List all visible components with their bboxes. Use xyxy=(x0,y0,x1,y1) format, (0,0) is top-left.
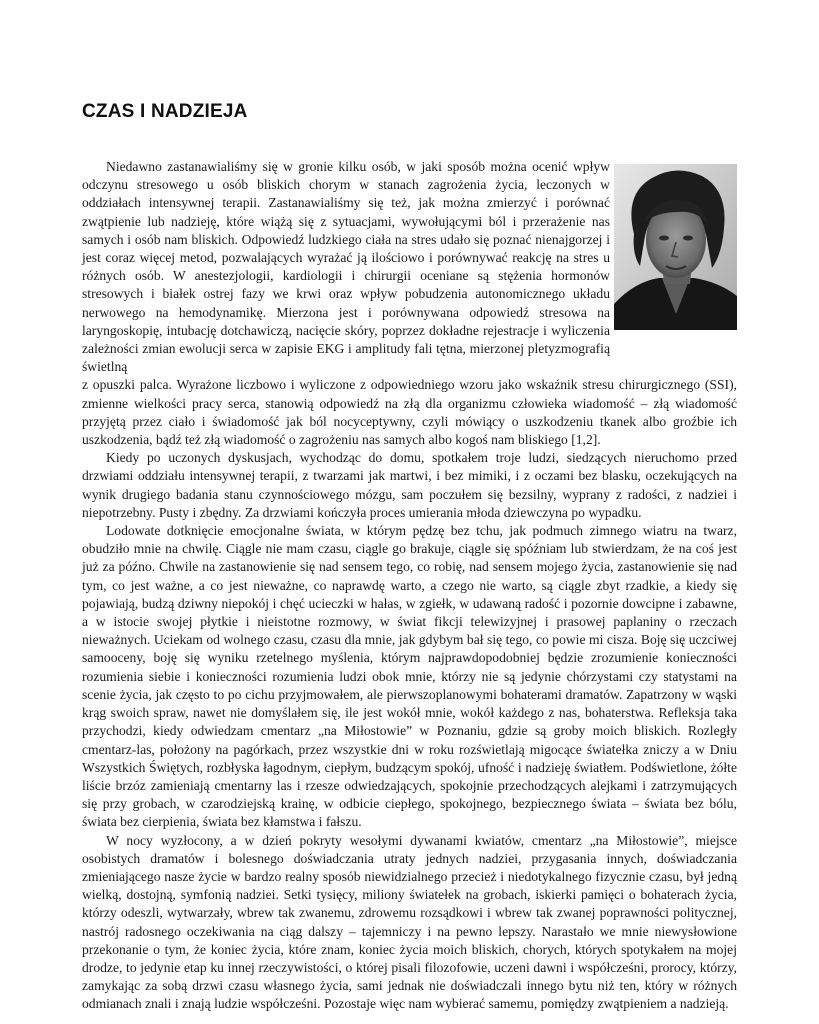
paragraph-4: W nocy wyzłocony, a w dzień pokryty wesołymi dywanami kwiatów, cmentarz „na Miłostowie”, miejsce osobistych dramatów i bolesnego doświadczania utraty jednych nadziei, przygasania innych, doświadczania zmieniającego nasze życie w bardzo realny sposób niewidzialnego przecież i niedotykalnego fizycznie czasu, był jedną wielką, dostojną, symfonią nadziei. Setki tysięcy, miliony światełek na grobach, iskierki pamięci o bohaterach życia, którzy odeszli, wytwarzały, wbrew tak zwanemu, zdrowemu rozsądkowi i wbrew tak zwanej poprawności politycznej, nastrój radosnego oczekiwania na ciąg dalszy – tajemniczy i na pewno lepszy. Narastało we mnie niewysłowione przekonanie o tym, że koniec życia, które znam, koniec życia moich bliskich, chorych, których spotykałem na mojej drodze, to jedynie etap ku innej rzeczywistości, o której pisali filozofowie, uczeni dawni i współcześni, prorocy, którzy, zamykając za sobą drzwi czasu własnego życia, sami jednak nie doświadczali innego bytu niż ten, który w różnych odmianach znali i znają ludzie współcześni. Pozostaje więc nam wybierać samemu, pomiędzy zwątpieniem a nadzieją. xyxy=(82,832,737,1012)
article-body xyxy=(82,158,737,1014)
paragraph-1a: Niedawno zastanawialiśmy się w gronie kilku osób, w jaki sposób można ocenić wpływ odczynu stresowego u osób bliskich chorym w stanach zagrożenia życia, leczonych w oddziałach intensywnej terapii. Zastanawialiśmy się też, jak można zmierzyć i porównać zwątpienie lub nadzieję, które wiążą się z sytuacjami, wywołującymi ból i przerażenie nas samych i osób nam bliskich. Odpowiedź ludzkiego ciała na stres udało się poznać nienajgorzej i jest coraz więcej metod, pozwalających wyrażać ją ilościowo i porównywać reakcję na stres u różnych osób. W anestezjologii, kardiologii i chirurgii oceniane są stężenia hormonów stresowych i białek ostrej fazy we krwi oraz wpływ pobudzenia autonomicznego układu nerwowego na hemodynamikę. Mierzona jest i porównywana odpowiedź stresowa na laryngoskopię, intubację dotchawiczą, nacięcie skóry, poprzez dokładne rejestracje i wyliczenia zależności zmian ewolucji serca w zapisie EKG i amplitudy fali tętna, mierzonej pletyzmografią świetlną xyxy=(82,159,610,375)
paragraph-2: Kiedy po uczonych dyskusjach, wychodząc do domu, spotkałem troje ludzi, siedzących nieruchomo przed drzwiami oddziału intensywnej terapii, z twarzami jak martwi, i bez mimiki, i z oczami bez blasku, oczekujących na wynik drugiego badania stanu czynnościowego mózgu, sam poczułem się bezsilny, wyprany z radości, z nadziei i niepotrzebny. Pusty i zbędny. Za drzwiami kończyła proces umierania młoda dziewczyna po wypadku. xyxy=(82,450,737,520)
article-title: CZAS I NADZIEJA xyxy=(82,101,248,122)
paragraph-3: Lodowate dotknięcie emocjonalne świata, w którym pędzę bez tchu, jak podmuch zimnego wiatru na twarz, obudziło mnie na chwilę. Ciągle nie mam czasu, ciągle go brakuje, ciągle się spóźniam lub stwierdzam, że na coś jest już za późno. Chwile na zastanowienie się nad sensem tego, co robię, nad sensem mojego życia, zastanowienie się nad tym, co jest ważne, a co jest nieważne, co naprawdę warto, a czego nie warto, są ciągle zbyt rzadkie, a kiedy się pojawiają, budzą dziwny niepokój i chęć ucieczki w hałas, w zgiełk, w udawaną radość i pozornie dowcipne i zabawne, a w istocie swojej płytkie i nieistotne rozmowy, w świat fikcji telewizyjnej i prasowej paplaniny o rzeczach nieważnych. Uciekam od wolnego czasu, czasu dla mnie, jak gdybym bał się tego, co powie mi cisza. Boję się uczciwej samooceny, boję się wyniku rzetelnego myślenia, którym najprawdopodobniej będzie zrozumienie konieczności rozumienia siebie i konieczności rozumienia ludzi obok mnie, którzy nie są jedynie chórzystami czy statystami na scenie życia, jak często to po cichu przyjmowałem, ale pierwszoplanowymi bohaterami dramatów. Zapatrzony w wąski krąg swoich spraw, nawet nie domyślałem się, ile jest wokół mnie, wokół każdego z nas, bohaterstwa. Refleksja taka przychodzi, kiedy odwiedzam cmentarz „na Miłostowie” w Poznaniu, gdzie są groby moich bliskich. Rozległy cmentarz-las, położony na pagórkach, przez wszystkie dni w roku rozświetlają migocące światełka zniczy a w Dniu Wszystkich Świętych, rozbłyska łagodnym, ciepłym, budzącym spokój, ufność i nadzieję światłem. Podświetlone, żółte liście brzóz zamieniają cmentarny las i rzesze odwiedzających, spokojnie przechodzących alejkami i zatrzymujących się przy grobach, w czarodziejską krainę, w odbicie ciepłego, spokojnego, bezpiecznego świata – świata bez bólu, świata bez cierpienia, świata bez kłamstwa i fałszu. xyxy=(82,523,737,830)
paragraph-1b: z opuszki palca. Wyrażone liczbowo i wyliczone z odpowiedniego wzoru jako wskaźnik stresu chirurgicznego (SSI), zmienne wielkości pracy serca, stanowią odpowiedź na złą dla organizmu człowieka wiadomość – złą wiadomość przyjętą przez ciało i świadomość jak ból nocyceptywny, czyli mówiący o uszkodzeniu tkanek albo groźbie ich uszkodzenia, bądź też złą wiadomość o zagrożeniu nas samych albo kogoś nam bliskiego [1,2]. xyxy=(82,377,737,448)
paragraph-wrap-beside-photo xyxy=(82,158,610,376)
